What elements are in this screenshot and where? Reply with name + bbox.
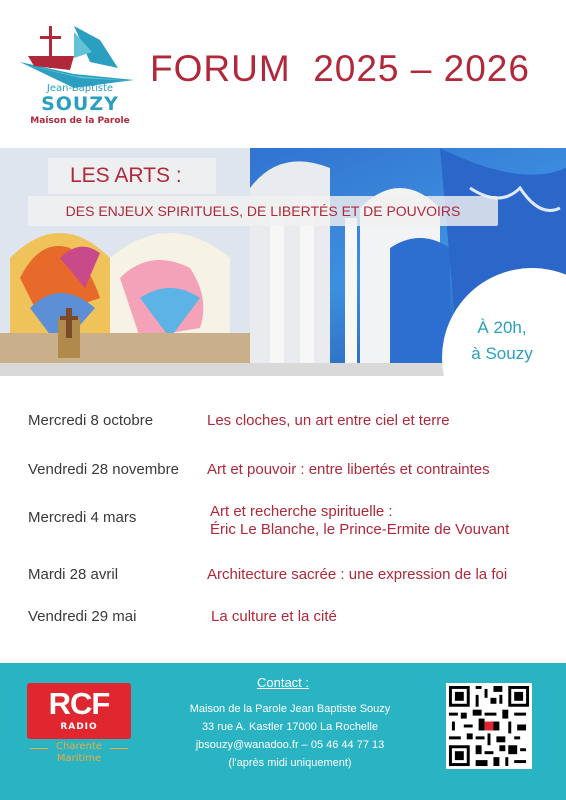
program-date: Vendredi 28 novembre (28, 461, 179, 478)
program-topic: La culture et la cité (211, 608, 337, 625)
program-topic: Art et pouvoir : entre libertés et contraintes (207, 461, 490, 478)
logo-line1: Jean-Baptiste (46, 83, 114, 94)
banner-subtitle: DES ENJEUX SPIRITUELS, DE LIBERTÉS ET DE POUVOIRS (65, 203, 461, 219)
program-date: Mardi 28 avril (28, 566, 119, 583)
time-line1: À 20h, (477, 318, 527, 337)
program-date: Mercredi 8 octobre (28, 412, 154, 429)
rcf-region-line1: Charente (56, 741, 102, 752)
program-topic-line2: Éric Le Blanche, le Prince-Ermite de Vouvant (210, 521, 510, 538)
program-topic: Les cloches, un art entre ciel et terre (207, 412, 450, 429)
contact-heading: Contact : (256, 675, 310, 690)
rcf-region-line2: Maritime (56, 753, 102, 764)
contact-line: (l'après midi uniquement) (228, 757, 352, 769)
qr-code-icon[interactable] (446, 683, 532, 769)
contact-line: 33 rue A. Kastler 17000 La Rochelle (201, 721, 379, 733)
contact-line: Maison de la Parole Jean Baptiste Souzy (189, 703, 391, 715)
logo-line3: Maison de la Parole (30, 116, 130, 126)
program-date: Mercredi 4 mars (28, 509, 137, 526)
program-date: Vendredi 29 mai (28, 608, 137, 625)
logo-line2: SOUZY (41, 93, 119, 115)
time-line2: à Souzy (471, 344, 533, 363)
rcf-logo-radio: RADIO (60, 722, 98, 732)
rcf-logo-name: RCF (48, 686, 110, 721)
page-title: FORUM 2025 – 2026 (150, 48, 530, 89)
program-topic: Art et recherche spirituelle : (210, 503, 393, 520)
contact-email-phone[interactable]: jbsouzy@wanadoo.fr – 05 46 44 77 13 (195, 739, 385, 751)
program-topic: Architecture sacrée : une expression de la foi (207, 566, 508, 583)
banner-title: LES ARTS : (70, 164, 182, 187)
